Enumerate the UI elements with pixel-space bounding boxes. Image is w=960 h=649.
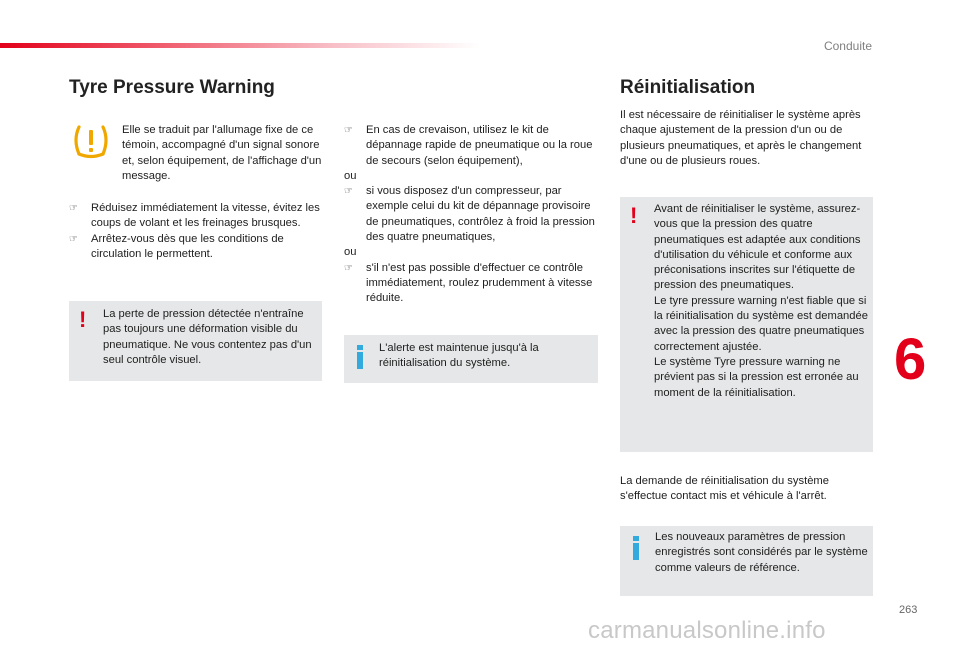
pointing-hand-icon: ☞ xyxy=(69,233,78,245)
list-item xyxy=(344,261,599,307)
list-item xyxy=(344,184,599,245)
chapter-number: 6 xyxy=(894,327,927,392)
reset-request-text: La demande de réinitialisation du système s'effectue contact mis et véhicule à l'arrêt. xyxy=(620,475,829,503)
list-item-text: s'il n'est pas possible d'effectuer ce contrôle immédiatement, roulez prudemment à vitesse réduite. xyxy=(366,261,593,305)
exclamation-icon: ! xyxy=(630,203,638,228)
left-title: Tyre Pressure Warning xyxy=(69,77,275,98)
info-box-right xyxy=(620,526,873,596)
pointing-hand-icon: ☞ xyxy=(344,125,353,136)
page-number: 263 xyxy=(899,604,918,616)
watermark: carmanualsonline.info xyxy=(588,617,826,644)
exclamation-icon: ! xyxy=(79,307,87,332)
right-title: Réinitialisation xyxy=(620,77,756,98)
left-bullet-list xyxy=(69,201,324,262)
or-separator: ou xyxy=(344,246,357,259)
pointing-hand-icon: ☞ xyxy=(344,186,353,198)
warning-text-right xyxy=(654,202,870,401)
warning-paragraph: Avant de réinitialiser le système, assurez-vous que la pression des quatre pneumatiques est adaptée aux conditions d'utilisation du véhicule et conforme aux préconisations inscrites sur l'étiquette de pression des pneumatiques. xyxy=(654,203,861,292)
header-red-bar xyxy=(0,43,480,48)
warning-paragraph: Le tyre pressure warning n'est fiable que si la réinitialisation du système est demandée avec la pression des quatre pneumatiques correctement ajustée. xyxy=(654,294,868,353)
info-box-middle xyxy=(344,335,598,383)
reset-intro: Il est nécessaire de réinitialiser le système après chaque ajustement de la pression d'un ou de plusieurs pneumatiques, et après le changement d'une ou de plusieurs roues. xyxy=(620,109,862,167)
list-item-text: si vous disposez d'un compresseur, par exemple celui du kit de dépannage provisoire de pneumatiques, contrôlez à froid la pression des quatre pneumatiques, xyxy=(366,185,595,244)
info-icon xyxy=(632,536,640,560)
list-item-text: Arrêtez-vous dès que les conditions de circulation le permettent. xyxy=(91,232,284,260)
info-text-middle: L'alerte est maintenue jusqu'à la réinitialisation du système. xyxy=(379,342,539,370)
list-item xyxy=(69,201,324,232)
warning-paragraph: Le système Tyre pressure warning ne prévient pas si la pression est erronée au moment de la réinitialisation. xyxy=(654,355,859,399)
list-item xyxy=(344,123,599,169)
warning-box-left xyxy=(69,301,322,381)
warning-text-left: La perte de pression détectée n'entraîne pas toujours une déformation visible du pneumatique. Ne vous contentez pas d'un seul contrôle visuel. xyxy=(103,308,312,366)
list-item-text: Réduisez immédiatement la vitesse, évitez les coups de volant et les freinages brusques. xyxy=(91,202,320,230)
list-item xyxy=(69,232,324,263)
info-text-right: Les nouveaux paramètres de pression enregistrés sont considérés par le système comme valeurs de référence. xyxy=(655,531,868,574)
or-separator: ou xyxy=(344,169,357,182)
warning-box-right xyxy=(620,197,873,452)
tpms-warning-icon xyxy=(71,122,111,162)
list-item-text: En cas de crevaison, utilisez le kit de dépannage rapide de pneumatique ou la roue de secours (selon équipement), xyxy=(366,124,593,167)
info-icon xyxy=(356,345,364,369)
section-title: Conduite xyxy=(823,39,872,53)
pointing-hand-icon: ☞ xyxy=(344,262,353,274)
tpms-description: Elle se traduit par l'allumage fixe de ce témoin, accompagné d'un signal sonore et, selon équipement, de l'affichage d'un message. xyxy=(122,124,322,182)
middle-bullet-list xyxy=(344,123,599,307)
pointing-hand-icon: ☞ xyxy=(69,203,78,214)
